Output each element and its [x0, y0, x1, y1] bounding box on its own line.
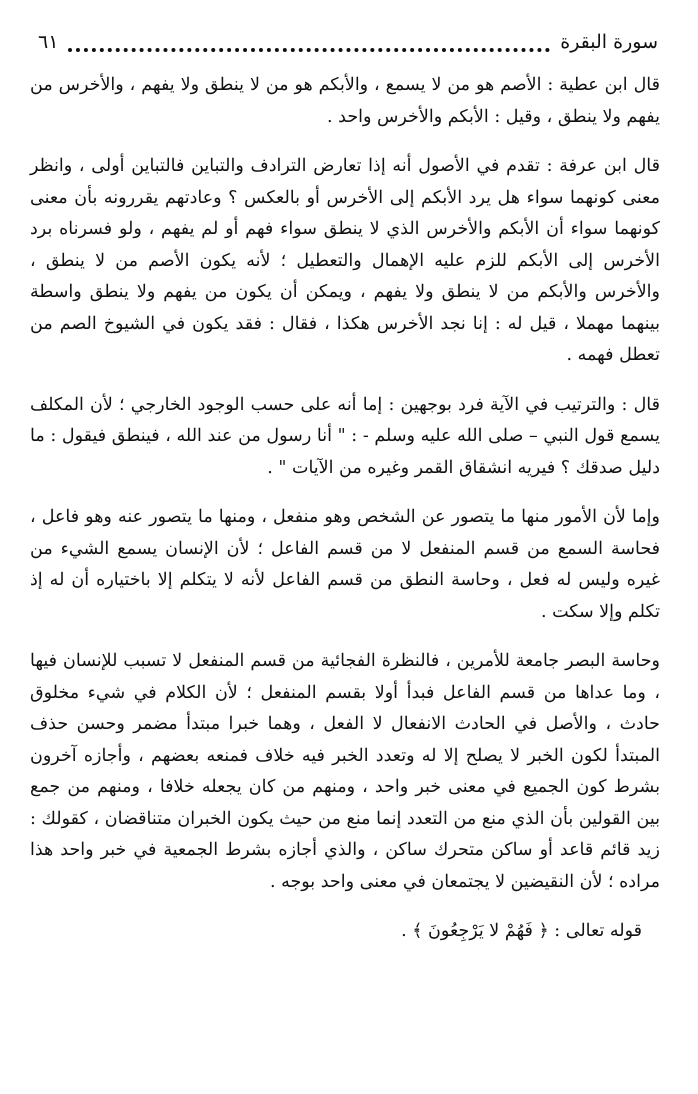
surah-title: سورة البقرة: [560, 31, 658, 53]
page-body: [30, 70, 660, 966]
page-number: ٦١: [38, 31, 59, 53]
paragraph-verse-quote: قوله تعالى : ﴿ فَهُمْ لا يَرْجِعُونَ ﴾ .: [401, 921, 642, 941]
paragraph-passive-active: وإما لأن الأمور منها ما يتصور عن الشخص وهو منفعل ، ومنها ما يتصور عنه وهو فاعل ، فحاسة السمع من قسم المنفعل لا من قسم الفاعل ؛ لأن الإنسان يسمع الشيء من غيره وليس له فعل ، وحاسة النطق من قسم الفاعل لأنه لا يتكلم إلا باختياره أن له إذ تكلم وإلا سكت .: [30, 507, 660, 622]
header-dotted-leader: [68, 44, 550, 52]
paragraph-order-in-verse: قال : والترتيب في الآية فرد بوجهين : إما أنه على حسب الوجود الخارجي ؛ لأن المكلف يسمع قول النبي – صلى الله عليه وسلم - : " أنا رسول من عند الله ، فينطق فيقول : ما دليل صدقك ؟ فيريه انشقاق القمر وغيره من الآيات " .: [30, 394, 660, 478]
paragraph-ibn-atiyya: قال ابن عطية : الأصم هو من لا يسمع ، والأبكم هو من لا ينطق ولا يفهم ، والأخرس من يفهم ولا ينطق ، وقيل : الأبكم والأخرس واحد .: [30, 75, 660, 127]
paragraph-ibn-arafa: قال ابن عرفة : تقدم في الأصول أنه إذا تعارض الترادف والتباين فالتباين أولى ، وانظر معنى كونهما سواء هل يرد الأبكم إلى الأخرس أو بالعكس ؟ وعادتهم يقررونه بأن معنى كونهما سواء أن الأبكم والأخرس الذي لا ينطق سواء فهم أو لم يفهم ، ولو فسرناه برد الأخرس إلى الأبكم للزم عليه الإهمال والتعطيل ؛ لأنه يكون الأصم من لا ينطق ، والأخرس والأبكم من لا ينطق ولا يفهم ، ويمكن أن يكون من يفهم ولا ينطق واسطة بينهما مهملا ، قيل له : إنا نجد الأخرس هكذا ، فقال : فقد يكون في الشيوخ الصم من تعطل فهمه .: [30, 156, 660, 365]
paragraph-sight: وحاسة البصر جامعة للأمرين ، فالنظرة الفجائية من قسم المنفعل لا تسبب للإنسان فيها ، وما عداها من قسم الفاعل فبدأ أولا بقسم المنفعل ؛ لأن الكلام في شيء مخلوق حادث ، والأصل في الحادث الانفعال لا الفعل ، وهما خبرا مبتدأ مضمر وحسن حذف المبتدأ لكون الخبر لا يصلح إلا له وتعدد الخبر فيه خلاف فمنعه بعضهم ، وأجازه آخرون بشرط كون الجميع في معنى خبر واحد ، ومنهم من كان يجعله خلافا ، ومنهم من جمع بين القولين بأن الذي منع من التعدد إنما منع من حيث يكون الخبران متناقضان ، كقولك : زيد قائم قاعد أو ساكن متحرك ساكن ، والذي أجازه بشرط الجمعية في خبر واحد هذا مراده ؛ لأن النقيضين لا يجتمعان في معنى واحد بوجه .: [30, 651, 660, 892]
page-header: [38, 26, 658, 58]
